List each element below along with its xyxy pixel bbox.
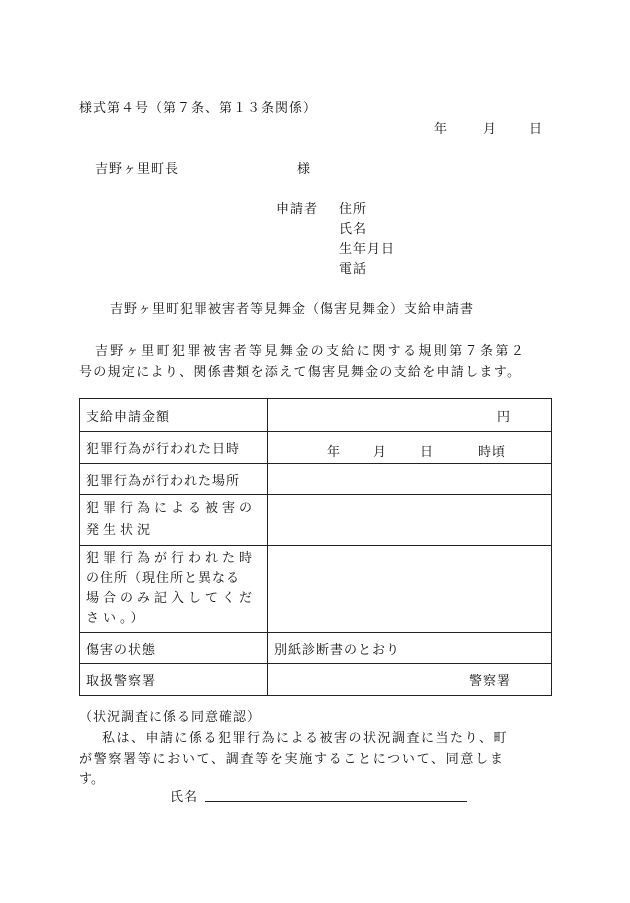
- consent-line-2: が警察署等において、調査等を実施することについて、同意しま: [79, 752, 505, 767]
- table-row: [80, 399, 552, 432]
- table-row: [80, 432, 552, 464]
- crime-address-label-line: 場合のみ記入してくだ: [86, 591, 257, 606]
- crime-place-value[interactable]: [268, 464, 552, 495]
- amount-label: 支給申請金額: [80, 399, 268, 432]
- crime-datetime-value[interactable]: [268, 432, 552, 464]
- date-month-label: 月: [483, 122, 497, 137]
- table-row: [80, 546, 552, 633]
- body-line-2: 号の規定により、関係書類を添えて傷害見舞金の支給を申請します。: [79, 365, 522, 380]
- table-row: [80, 664, 552, 696]
- date-year-label: 年: [434, 122, 448, 137]
- crime-address-value[interactable]: [268, 546, 552, 633]
- crime-place-label: 犯罪行為が行われた場所: [80, 464, 268, 495]
- form-number: 様式第４号（第７条、第１３条関係）: [79, 101, 318, 116]
- application-table: [79, 398, 552, 696]
- damage-situation-label-line: 発生状況: [86, 523, 155, 538]
- damage-situation-label-line: 犯罪行為による被害の: [86, 501, 257, 516]
- applicant-name-label: 氏名: [339, 222, 368, 237]
- signature-line[interactable]: [205, 801, 467, 802]
- table-row: [80, 495, 552, 546]
- crime-year-label: 年: [327, 445, 342, 460]
- injury-status-value[interactable]: 別紙診断書のとおり: [268, 633, 552, 664]
- crime-address-label-line: さい。）: [86, 611, 148, 626]
- applicant-birthdate-label: 生年月日: [339, 242, 396, 257]
- consent-line-1: 私は、申請に係る犯罪行為による被害の状況調査に当たり、町: [102, 731, 509, 746]
- body-line-1: 吉野ヶ里町犯罪被害者等見舞金の支給に関する規則第７条第２: [95, 344, 527, 359]
- applicant-address-label: 住所: [339, 202, 368, 217]
- amount-value[interactable]: 円: [268, 399, 552, 432]
- addressee-name: 吉野ヶ里町長: [95, 162, 180, 177]
- signature-label: 氏名: [170, 790, 199, 805]
- date-day-label: 日: [529, 122, 543, 137]
- damage-situation-value[interactable]: [268, 495, 552, 546]
- table-row: [80, 633, 552, 664]
- crime-day-label: 日: [420, 445, 435, 460]
- injury-status-label: 傷害の状態: [80, 633, 268, 664]
- crime-address-label-line: 犯罪行為が行われた時: [86, 551, 257, 566]
- applicant-phone-label: 電話: [339, 262, 368, 277]
- crime-address-label-line: の住所（現住所と異なる: [86, 571, 241, 586]
- damage-situation-label: [80, 495, 268, 546]
- crime-month-label: 月: [373, 445, 388, 460]
- crime-datetime-label: 犯罪行為が行われた日時: [80, 432, 268, 464]
- consent-line-3: す。: [79, 772, 104, 787]
- crime-time-label: 時頃: [478, 445, 507, 460]
- crime-address-label: [80, 546, 268, 633]
- addressee-honorific: 様: [297, 162, 311, 177]
- consent-heading: （状況調査に係る同意確認）: [79, 710, 262, 725]
- police-station-value[interactable]: 警察署: [268, 664, 552, 696]
- document-title: 吉野ヶ里町犯罪被害者等見舞金（傷害見舞金）支給申請書: [110, 302, 475, 317]
- police-station-label: 取扱警察署: [80, 664, 268, 696]
- table-row: [80, 464, 552, 495]
- applicant-label: 申請者: [276, 202, 319, 217]
